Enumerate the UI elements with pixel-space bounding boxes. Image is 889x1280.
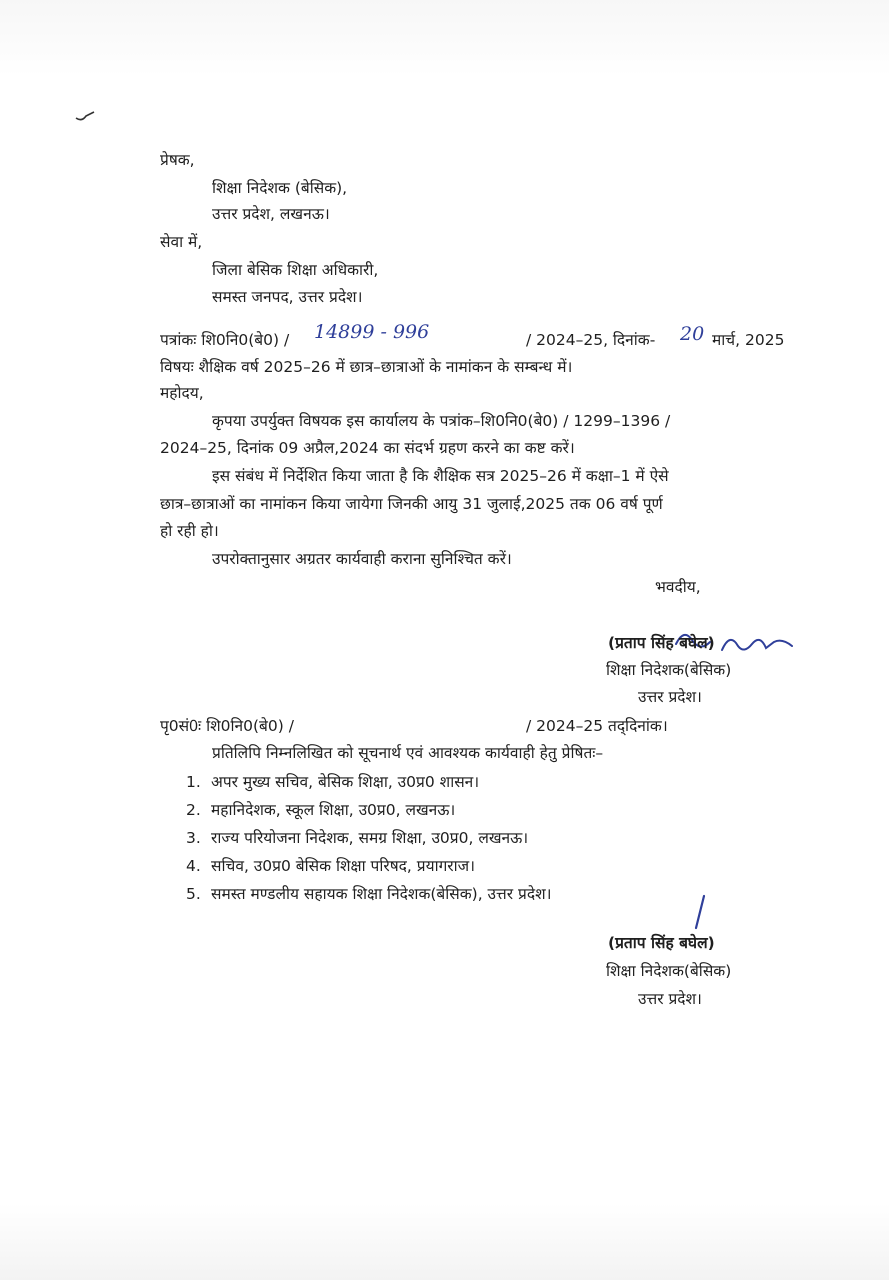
- copy-item-number: 3.: [186, 829, 201, 847]
- para3: उपरोक्तानुसार अग्रतर कार्यवाही कराना सुनिश्चित करें।: [212, 550, 512, 568]
- copy-item-number: 5.: [186, 885, 201, 903]
- copy-item-number: 4.: [186, 857, 201, 875]
- reference-prefix: पत्रांकः शि0नि0(बे0) /: [160, 331, 290, 349]
- signature2-name: (प्रताप सिंह बघेल): [608, 934, 715, 952]
- reference-handwritten-number: 14899 - 996: [314, 321, 430, 343]
- signature1-designation: शिक्षा निदेशक(बेसिक): [606, 661, 732, 679]
- recipient-line1: जिला बेसिक शिक्षा अधिकारी,: [212, 261, 379, 279]
- copy-reference-prefix: पृ0सं0ः शि0नि0(बे0) /: [160, 717, 294, 735]
- reference-year-date: / 2024–25, दिनांक-: [526, 331, 656, 349]
- copy-item-text: सचिव, उ0प्र0 बेसिक शिक्षा परिषद, प्रयागराज।: [211, 857, 476, 875]
- para1-line1: कृपया उपर्युक्त विषयक इस कार्यालय के पत्रांक–शि0नि0(बे0) / 1299–1396 /: [212, 412, 671, 430]
- sender-label: प्रेषक,: [160, 151, 195, 169]
- reference-date-suffix: मार्च, 2025: [712, 331, 785, 349]
- sender-line2: उत्तर प्रदेश, लखनऊ।: [212, 205, 330, 223]
- para2-line1: इस संबंध में निर्देशित किया जाता है कि शैक्षिक सत्र 2025–26 में कक्षा–1 में ऐसे: [212, 467, 669, 485]
- copy-item-number: 1.: [186, 773, 201, 791]
- signature1-name: (प्रताप सिंह बघेल): [608, 634, 715, 652]
- sender-line1: शिक्षा निदेशक (बेसिक),: [212, 179, 348, 197]
- recipient-line2: समस्त जनपद, उत्तर प्रदेश।: [212, 288, 363, 306]
- salutation: महोदय,: [160, 384, 204, 402]
- signature1-state: उत्तर प्रदेश।: [638, 688, 702, 706]
- signature2-state: उत्तर प्रदेश।: [638, 990, 702, 1008]
- para1-line2: 2024–25, दिनांक 09 अप्रैल,2024 का संदर्भ ग्रहण करने का कष्ट करें।: [160, 439, 575, 457]
- signature-stroke-2: [690, 894, 710, 932]
- copy-item-text: महानिदेशक, स्कूल शिक्षा, उ0प्र0, लखनऊ।: [211, 801, 456, 819]
- copy-item-text: अपर मुख्य सचिव, बेसिक शिक्षा, उ0प्र0 शासन।: [211, 773, 480, 791]
- recipient-label: सेवा में,: [160, 233, 203, 251]
- copy-item-text: समस्त मण्डलीय सहायक शिक्षा निदेशक(बेसिक), उत्तर प्रदेश।: [211, 885, 552, 903]
- copy-item-text: राज्य परियोजना निदेशक, समग्र शिक्षा, उ0प्र0, लखनऊ।: [211, 829, 529, 847]
- pen-mark-icon: [74, 108, 96, 124]
- copy-reference-suffix: / 2024–25 तद्‌दिनांक।: [526, 717, 668, 735]
- closing: भवदीय,: [655, 578, 701, 596]
- reference-handwritten-day: 20: [680, 323, 705, 345]
- signature2-designation: शिक्षा निदेशक(बेसिक): [606, 962, 732, 980]
- para2-line3: हो रही हो।: [160, 522, 219, 540]
- para2-line2: छात्र–छात्राओं का नामांकन किया जायेगा जिनकी आयु 31 जुलाई,2025 तक 06 वर्ष पूर्ण: [160, 495, 663, 513]
- copy-intro: प्रतिलिपि निम्नलिखित को सूचनार्थ एवं आवश्यक कार्यवाही हेतु प्रेषितः–: [212, 744, 604, 762]
- subject-line: विषयः शैक्षिक वर्ष 2025–26 में छात्र–छात्राओं के नामांकन के सम्बन्ध में।: [160, 358, 573, 376]
- copy-item-number: 2.: [186, 801, 201, 819]
